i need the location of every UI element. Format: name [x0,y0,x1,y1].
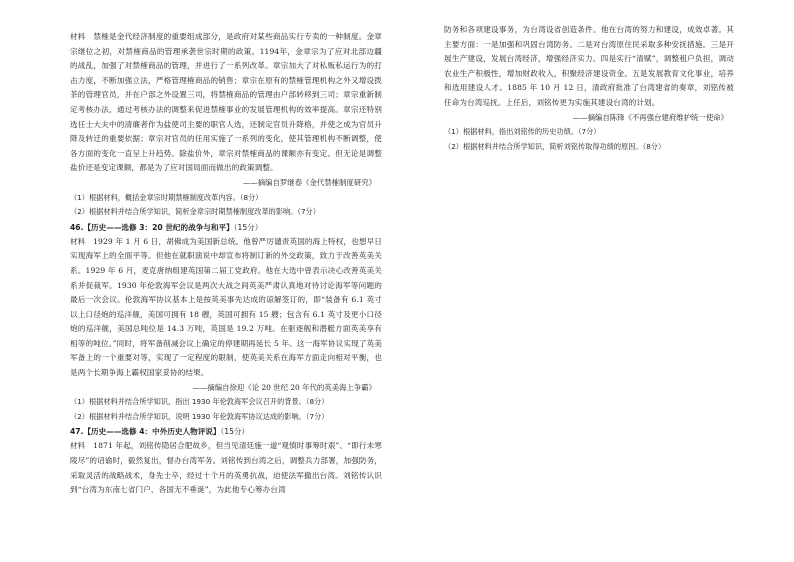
q47-points: （15分） [220,427,250,437]
q47-subquestion-1: （1）根据材料，指出刘铭传的历史功绩。（7分） [444,127,601,137]
q45-subquestion-1: （1）根据材料，概括金章宗时期禁榷制度改革内容。（8分） [70,192,263,202]
q47-source: ——摘编自陈锋《不再强台建府维护统一使命》 [572,112,728,122]
right-column [444,0,734,154]
q47-material: 材料 1871 年起，刘铭传隐居合肥故乡，但当见清廷施一道“观慎时事筹时艰”、“即行未寒陵尽”的诏谕时，毅然复出，督办台湾军务。刘铭传到台湾之后，调整兵力部署，加强防务，采取灵活的战略战术，身先士卒，经过十个月的英勇抗战，迫使法军撤出台湾。刘铭传认识到“台湾为东南七省门户，各国无不垂涎”，为此他专心筹办台湾 [70,441,382,495]
q46-title: 46.【历史——选修 3：20 世纪的战争与和平】 [70,222,234,232]
q46-header [70,220,382,235]
left-column [70,0,382,498]
q46-points: （15分） [233,222,263,232]
q46-source: ——摘编自徐迎《论 20 世纪 20 年代的英美海上争霸》 [192,382,376,392]
q45-material: 材料 禁榷是金代经济制度的重要组成部分，是政府对某些商品实行专卖的一种制度。金章宗继位之初，对禁榷商品的管理承袭世宗时期的政策。1194年，金章宗为了应对北部边疆的战乱，加强了对禁榷商品的管理，并进行了一系列改革。章宗加大了对私贩私运行为的打击力度，不断加强立法，严格管理榷商品的销售；章宗在原有的禁榷管理机构之外又增设拨茶的管理官员，并在户部之外设置三司，将禁榷商品的管理由户部转移到三司；章宗重新制定考核办法，通过考核办法的调整来促进禁榷事业的发展管理机构的效率提高。章宗还特别选任士大夫中的清廉者作为盐使司主要的职官人选，还制定官员升降格，并使之成为官员升降及转迁的重要依据；章宗对官员的任用实施了一系列的变化，使其管理机构不断调整，使各方面的变化一直呈上升趋势。除盐价外，章宗对禁榷商品的课额亦有变定。但无论是调整盐价还是变定课额，都是为了应对国局面而做出的政策调整。 [70,32,382,173]
q46-subquestion-1: （1）根据材料并结合所学知识，指出 1930 年伦敦海军会议召开的背景。（8分） [70,397,329,407]
q46-subquestion-2: （2）根据材料并结合所学知识，说明 1930 年伦敦海军协议达成的影响。（7分） [70,411,329,421]
q46-material: 材料 1929 年 1 月 6 日，胡佛成为美国新总统。他曾严厉谴责英国的海上特权，也想早日实现海军上的全面平等。但他在就职演说中却宣布将制订新的外交政策，致力于改善英美关系。1929 年 6 月，麦克唐纳组建英国第二届工党政府。他在大选中曾表示决心改善英美关系并促裁军。1930 年伦敦海军会议是两次大战之间英美严肃认真地对待讨论海军等问题的最后一次会议。伦敦海军协议基本上是按英美事先达成的谅解签订的，即“装备有 6.1 英寸以上口径炮的巡洋舰，美国可拥有 18 艘，英国可拥有 15 艘；包含有 6.1 英寸及更小口径炮的巡洋舰，美国总吨位是 14.3 万吨，英国是 19.2 万吨。在驱逐舰和潜艇方面英美享有相等的吨位。”同时，将军备削减会议上确定的停建期再延长 5 年。这一海军协议实现了英美军备上的一个重要对等，实现了一定程度的限制，使英美关系在海军方面走向相对平衡，也是两个长期争海上霸权国家妥协的结果。 [70,236,382,378]
q45-subquestion-2: （2）根据材料并结合所学知识，简析金章宗时期禁榷制度改革的影响。（7分） [70,207,320,217]
q45-source: ——摘编自罗继春《金代禁榷制度研究》 [242,177,376,187]
q47-material-continued: 防务和各项建设事务，为台湾设省创造条件。他在台湾的努力和建设，成效卓著。其主要方面：一是加强和巩固台湾防务。二是对台湾原住民采取多种安抚措施。三是开展生产建设，发展台湾经济，增强经济实力。四是实行“清赋”，调整租户负担，调动农业生产积极性，增加财政收入，积聚经济建设资金。五是发展教育文化事业，培养和选用建设人才。1885 年 10 月 12 日，清政府批准了台湾建省的奏章，刘铭传被任命为台湾巡抚。上任后，刘铭传更为实施其建设台湾的计划。 [444,25,734,107]
q47-title: 47.【历史——选修 4：中外历史人物评说】 [70,427,221,437]
q47-header [70,424,382,439]
q47-subquestion-2: （2）根据材料并结合所学知识，简析刘铭传取得功绩的原因。（8分） [444,141,666,151]
